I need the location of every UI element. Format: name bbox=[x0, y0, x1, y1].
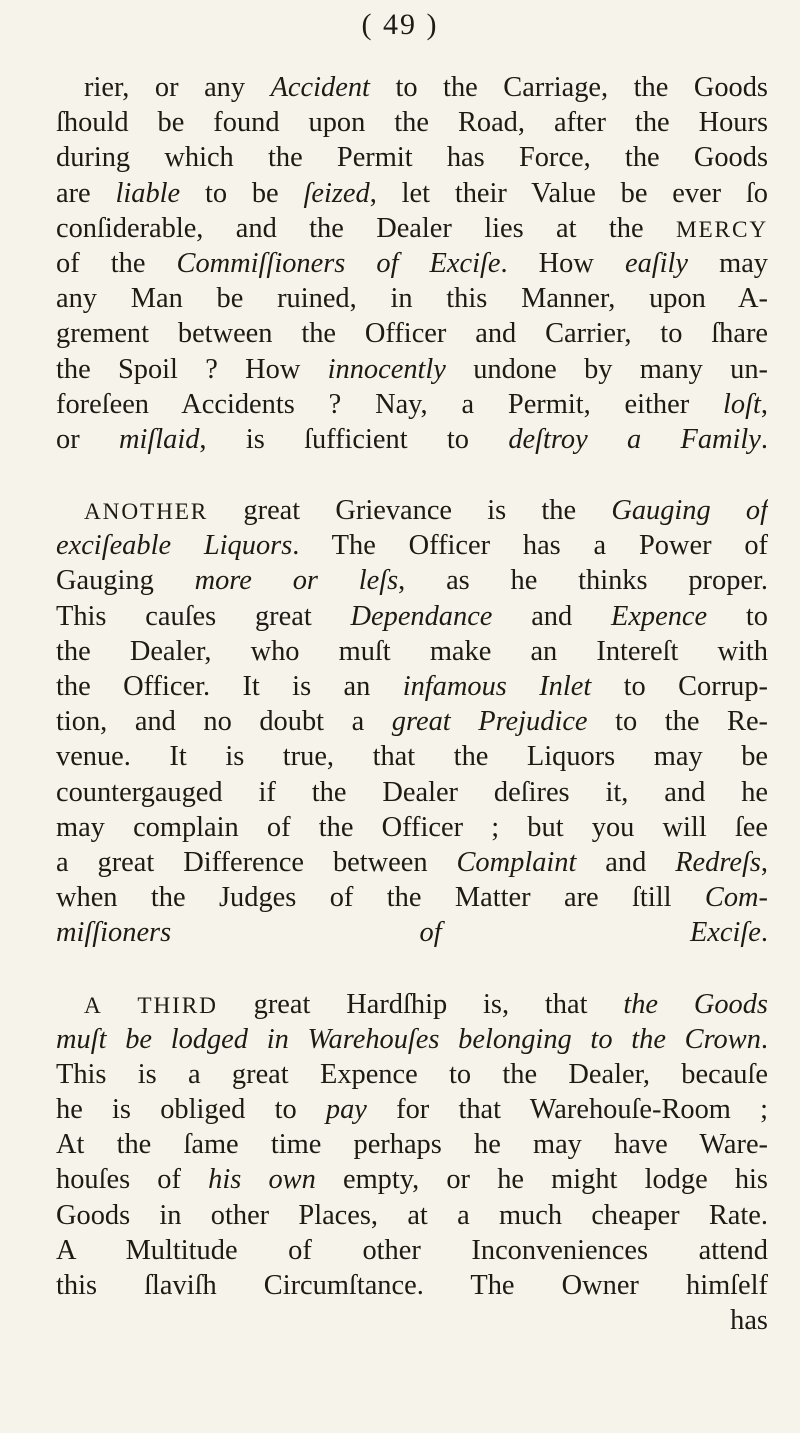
italic-run: Dependance bbox=[350, 600, 493, 632]
text-run: , as he thinks proper. bbox=[398, 565, 768, 597]
text-run: to the Carriage, the Goods bbox=[369, 72, 768, 103]
text-line bbox=[56, 775, 768, 810]
text-run: any Man be ruined, in this Manner, upon A- bbox=[56, 283, 768, 315]
small-caps-run: A THIRD bbox=[84, 992, 218, 1019]
italic-run: innocently bbox=[327, 353, 446, 385]
italic-run: liable bbox=[115, 177, 181, 209]
italic-run: his own bbox=[208, 1164, 316, 1196]
text-line bbox=[56, 669, 768, 704]
text-run: ſhould be found upon the Road, after the Hours bbox=[56, 107, 768, 139]
paragraph bbox=[56, 70, 768, 457]
italic-run: ſeized bbox=[303, 177, 370, 209]
italic-run: infamous Inlet bbox=[402, 671, 592, 702]
italic-run: muſt be lodged in Warehouſes belonging to the Crown bbox=[56, 1023, 761, 1055]
text-run: the Spoil ? How bbox=[56, 353, 328, 385]
text-run: , is ſufficient to bbox=[199, 423, 509, 455]
text-run: undone by many un- bbox=[445, 353, 768, 385]
italic-run: eaſily bbox=[624, 247, 689, 279]
text-run: , let their Value be ever ſo bbox=[369, 177, 768, 209]
text-line bbox=[56, 1022, 768, 1057]
text-line bbox=[56, 1233, 768, 1268]
paragraph-gap bbox=[56, 951, 768, 987]
text-run: . The Officer has a Power of bbox=[292, 530, 768, 562]
text-run: . bbox=[760, 423, 768, 455]
small-caps-run: ANOTHER bbox=[84, 499, 209, 526]
text-line bbox=[56, 140, 768, 175]
text-run: the Dealer, who muſt make an Intereſt with bbox=[56, 635, 768, 667]
text-line bbox=[56, 528, 768, 563]
text-run: he is obliged to bbox=[56, 1094, 326, 1126]
italic-run: Expence bbox=[610, 600, 708, 632]
text-run: of the bbox=[56, 247, 177, 279]
italic-run: exciſeable Liquors bbox=[56, 530, 293, 562]
text-line bbox=[56, 915, 768, 950]
text-line bbox=[56, 176, 768, 211]
text-line bbox=[56, 880, 768, 915]
paragraph bbox=[56, 493, 768, 950]
text-line bbox=[56, 70, 768, 105]
text-run: to the Re- bbox=[587, 706, 768, 738]
text-run: a great Difference between bbox=[56, 846, 457, 878]
text-run: great Grievance is the bbox=[208, 495, 612, 527]
italic-run: Accident bbox=[270, 72, 370, 103]
text-line bbox=[56, 845, 768, 880]
text-line bbox=[56, 422, 768, 457]
text-line bbox=[56, 599, 768, 634]
text-run: empty, or he might lodge his bbox=[315, 1164, 768, 1196]
small-caps-run: MERCY bbox=[675, 216, 768, 243]
text-line bbox=[56, 246, 768, 281]
text-run: during which the Permit has Force, the Goods bbox=[56, 142, 768, 174]
page-number: ( 49 ) bbox=[361, 8, 439, 41]
italic-run: the Goods bbox=[623, 988, 768, 1020]
italic-run: deſtroy a Family bbox=[508, 423, 761, 455]
text-line bbox=[56, 281, 768, 316]
text-run: venue. It is true, that the Liquors may be bbox=[56, 741, 768, 773]
italic-run: Complaint bbox=[456, 846, 577, 878]
italic-run: Redreſs bbox=[675, 846, 761, 878]
text-run: are bbox=[56, 177, 116, 209]
text-run: may bbox=[688, 247, 768, 279]
text-run: and bbox=[492, 600, 611, 632]
text-line bbox=[56, 352, 768, 387]
text-run: foreſeen Accidents ? Nay, a Permit, either bbox=[56, 388, 724, 420]
text-run: This is a great Expence to the Dealer, becauſe bbox=[56, 1058, 768, 1090]
paragraph bbox=[56, 987, 768, 1304]
italic-run: miſſioners of Exciſe bbox=[56, 917, 761, 949]
text-run: conſiderable, and the Dealer lies at the bbox=[56, 212, 676, 244]
italic-run: miſlaid bbox=[118, 423, 200, 455]
text-run: grement between the Officer and Carrier, to ſhare bbox=[56, 318, 768, 350]
text-line bbox=[56, 987, 768, 1022]
text-run: houſes of bbox=[56, 1164, 209, 1196]
italic-run: Commiſſioners of Exciſe bbox=[176, 247, 501, 279]
text-line bbox=[56, 1057, 768, 1092]
text-run: This cauſes great bbox=[56, 600, 351, 632]
text-line bbox=[56, 704, 768, 739]
text-line bbox=[56, 493, 768, 528]
text-line bbox=[56, 387, 768, 422]
italic-run: Com- bbox=[704, 882, 768, 914]
catchword: has bbox=[730, 1305, 768, 1337]
text-run: A Multitude of other Inconveniences attend bbox=[56, 1234, 768, 1266]
text-run: . How bbox=[500, 247, 625, 279]
text-run: , bbox=[760, 846, 768, 878]
text-run: countergauged if the Dealer deſires it, and he bbox=[56, 776, 768, 808]
italic-run: Gauging of bbox=[611, 495, 768, 527]
text-run: rier, or any bbox=[84, 72, 271, 103]
text-line bbox=[56, 1162, 768, 1197]
text-run: when the Judges of the Matter are ſtill bbox=[56, 882, 705, 914]
text-run: . bbox=[760, 1023, 768, 1055]
text-line bbox=[56, 634, 768, 669]
text-run: At the ſame time perhaps he may have Ware- bbox=[56, 1129, 768, 1161]
text-run: Gauging bbox=[56, 565, 195, 597]
page-text bbox=[56, 70, 768, 1338]
italic-run: more or leſs bbox=[194, 565, 399, 597]
text-run: or bbox=[56, 423, 119, 455]
text-run: for that Warehouſe-Room ; bbox=[366, 1094, 768, 1126]
text-run: and bbox=[576, 846, 676, 878]
italic-run: loſt bbox=[723, 388, 761, 420]
text-run: this ſlaviſh Circumſtance. The Owner himſelf bbox=[56, 1270, 768, 1301]
italic-run: pay bbox=[325, 1094, 367, 1126]
text-line bbox=[56, 563, 768, 598]
text-line bbox=[56, 316, 768, 351]
text-run: may complain of the Officer ; but you will ſee bbox=[56, 811, 768, 843]
text-line bbox=[56, 1268, 768, 1303]
text-line bbox=[56, 1092, 768, 1127]
text-run: the Officer. It is an bbox=[56, 671, 403, 702]
text-line bbox=[56, 211, 768, 246]
text-run: to be bbox=[180, 177, 304, 209]
text-run: great Hardſhip is, that bbox=[217, 988, 624, 1020]
paragraph-gap bbox=[56, 457, 768, 493]
text-run: . bbox=[760, 917, 768, 949]
text-line bbox=[56, 810, 768, 845]
text-run: , bbox=[760, 388, 768, 420]
text-run: to Corrup- bbox=[591, 671, 768, 702]
text-line bbox=[56, 739, 768, 774]
text-run: to bbox=[707, 600, 768, 632]
text-run: Goods in other Places, at a much cheaper Rate. bbox=[56, 1199, 768, 1231]
text-line bbox=[56, 105, 768, 140]
italic-run: great Prejudice bbox=[391, 706, 588, 738]
text-line bbox=[56, 1198, 768, 1233]
text-run: tion, and no doubt a bbox=[56, 706, 392, 738]
text-line bbox=[56, 1127, 768, 1162]
